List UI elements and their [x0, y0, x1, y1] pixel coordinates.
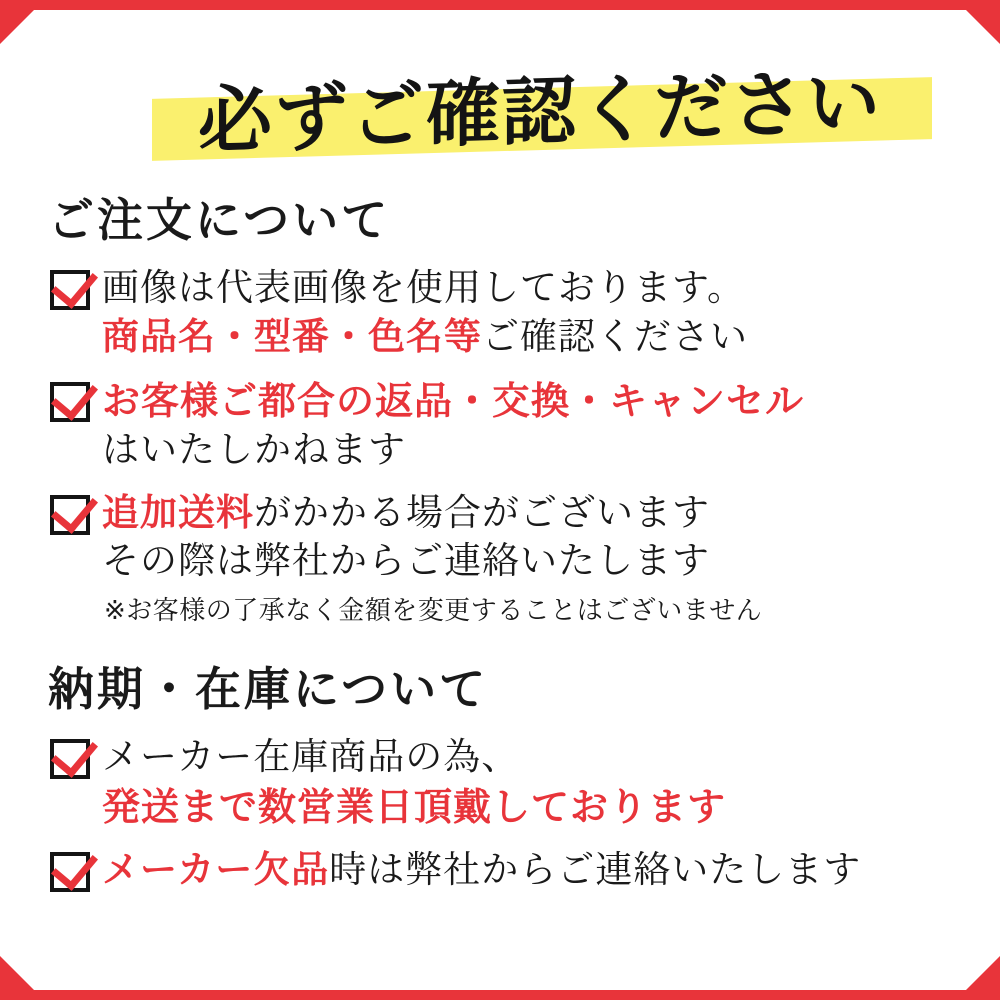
corner-accent-bottom-right: [966, 956, 1000, 990]
list-item: [50, 846, 960, 895]
list-item-line: はいたしかねます: [102, 427, 406, 471]
checkmark-icon: [50, 382, 90, 422]
notice-content: [0, 10, 1000, 903]
list-item-lines: [102, 489, 960, 628]
list-item-line-emphasis: メーカー欠品: [102, 848, 330, 892]
list-item-line: [102, 313, 960, 362]
list-item: [50, 376, 960, 475]
list-item-line-rest: 時は弊社からご連絡いたします: [329, 848, 862, 892]
list-item-lines: [102, 733, 960, 832]
list-item-line-emphasis: 追加送料: [102, 490, 254, 534]
checkmark-icon: [50, 739, 90, 779]
list-item-lines: [102, 264, 960, 362]
list-item-line: [102, 846, 960, 895]
list-item-line-emphasis: 商品名・型番・色名等: [102, 314, 482, 358]
checkmark-icon: [50, 852, 90, 892]
banner-title: 必ずご確認ください: [198, 59, 882, 165]
list-item-line: 画像は代表画像を使用しております。: [102, 266, 746, 309]
list-item-lines: [102, 376, 960, 475]
banner: [40, 56, 960, 168]
list-item-line: メーカー在庫商品の為、: [102, 735, 520, 779]
section-heading-orders: ご注文について: [48, 193, 391, 247]
list-item: [50, 489, 960, 628]
list-item-lines: [102, 846, 960, 895]
checkmark-icon: [50, 495, 90, 535]
list-item-note: ※お客様の了承なく金額を変更することはございません: [104, 596, 763, 627]
section-heading-delivery: 納期・在庫について: [48, 662, 489, 717]
list-item-line: お客様ご都合の返品・交換・キャンセル: [102, 378, 805, 423]
list-item-line: その際は弊社からご連絡いたします: [102, 539, 710, 583]
list-item-line-rest: ご確認ください: [482, 314, 748, 358]
list-item-line-rest: がかかる場合がございます: [254, 490, 710, 534]
list-item-line: [102, 489, 960, 538]
corner-accent-bottom-left: [0, 956, 34, 990]
checkmark-icon: [50, 270, 90, 310]
list-item: [50, 733, 960, 832]
list-item: [50, 264, 960, 362]
list-item-line: 発送まで数営業日頂戴しております: [102, 785, 727, 830]
